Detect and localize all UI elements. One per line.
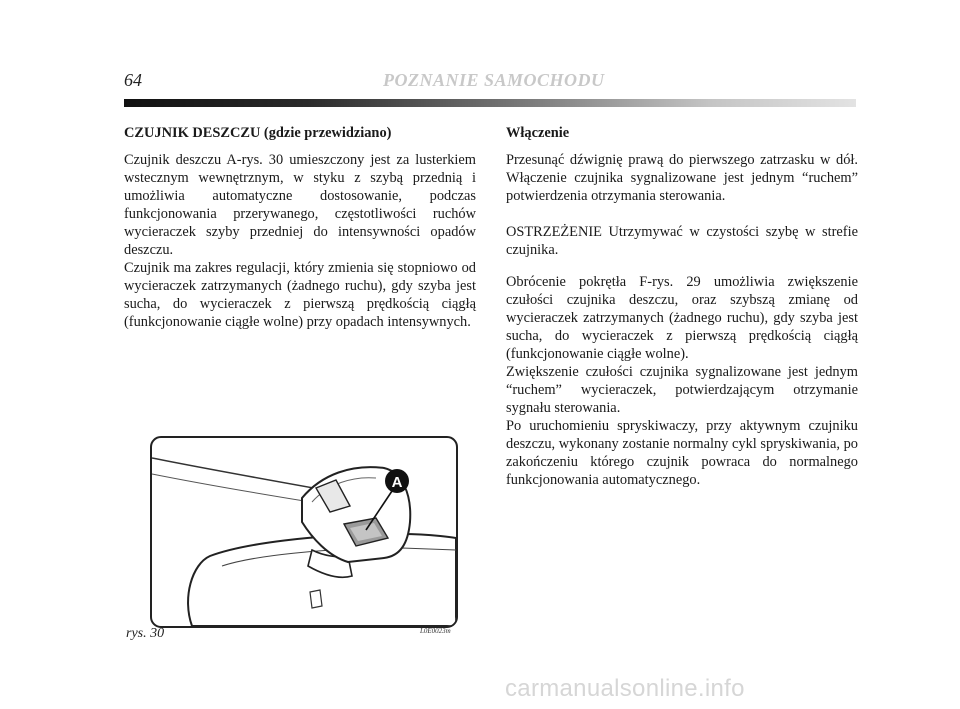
rain-sensor-paragraph-1: Czujnik deszczu A-rys. 30 umieszczony jest za lusterkiem wstecznym wewnętrznym, w styku z szybą przednią i umożliwia automatyczne dostosowanie, podczas funkcjonowania przerywanego, częstotliwości ruchów wycieraczek szyby przedniej do intensywności opadów deszczu. bbox=[124, 152, 476, 258]
sensitivity-paragraph: Obrócenie pokrętła F-rys. 29 umożliwia zwiększenie czułości czujnika deszczu, oraz szybszą zmianę od wycieraczek zatrzymanych (żadnego ruchu), gdy szyba jest sucha, do wycieraczek z pierwszą prędkością ciągłą (funkcjonowanie ciągłe wolne). bbox=[506, 274, 858, 362]
rain-sensor-heading: CZUJNIK DESZCZU (gdzie przewidziano) bbox=[124, 125, 392, 141]
callout-label: A bbox=[391, 474, 403, 491]
rain-sensor-paragraph-2: Czujnik ma zakres regulacji, który zmienia się stopniowo od wycieraczek zatrzymanych (żadnego ruchu), gdy szyba jest sucha, do wycieraczek z pierwszą prędkością ciągłą (funkcjonowanie ciągłe wolne) przy opadach intensywnych. bbox=[124, 260, 476, 330]
figure-caption: rys. 30 bbox=[126, 626, 165, 641]
watermark: carmanualsonline.info bbox=[505, 675, 745, 702]
left-column bbox=[124, 124, 476, 331]
right-column bbox=[506, 124, 858, 489]
figure-code: L0E0023m bbox=[420, 627, 451, 635]
page-number: 64 bbox=[124, 70, 142, 90]
section-title: POZNANIE SAMOCHODU bbox=[383, 70, 605, 90]
activation-paragraph-1: Przesunąć dźwignię prawą do pierwszego zatrzasku w dół. Włączenie czujnika sygnalizowane jest jednym “ruchem” potwierdzenia otrzymania sterowania. bbox=[506, 152, 858, 204]
activation-heading: Włączenie bbox=[506, 125, 570, 141]
sensitivity-confirm-paragraph: Zwiększenie czułości czujnika sygnalizowane jest jednym “ruchem” wycieraczek, potwierdzającym otrzymanie sygnału sterowania. bbox=[506, 364, 858, 416]
mirror-mount-clip bbox=[310, 590, 322, 608]
washer-paragraph: Po uruchomieniu spryskiwaczy, przy aktywnym czujniku deszczu, wykonany zostanie normalny cykl spryskiwania, po zakończeniu którego czujnik powraca do normalnego funkcjonowania automatycznego. bbox=[506, 418, 858, 488]
header-rule bbox=[124, 99, 856, 107]
warning-paragraph: OSTRZEŻENIE Utrzymywać w czystości szybę w strefie czujnika. bbox=[506, 224, 858, 258]
figure-rys-30 bbox=[150, 436, 458, 628]
rear-view-mirror-illustration bbox=[152, 438, 456, 626]
